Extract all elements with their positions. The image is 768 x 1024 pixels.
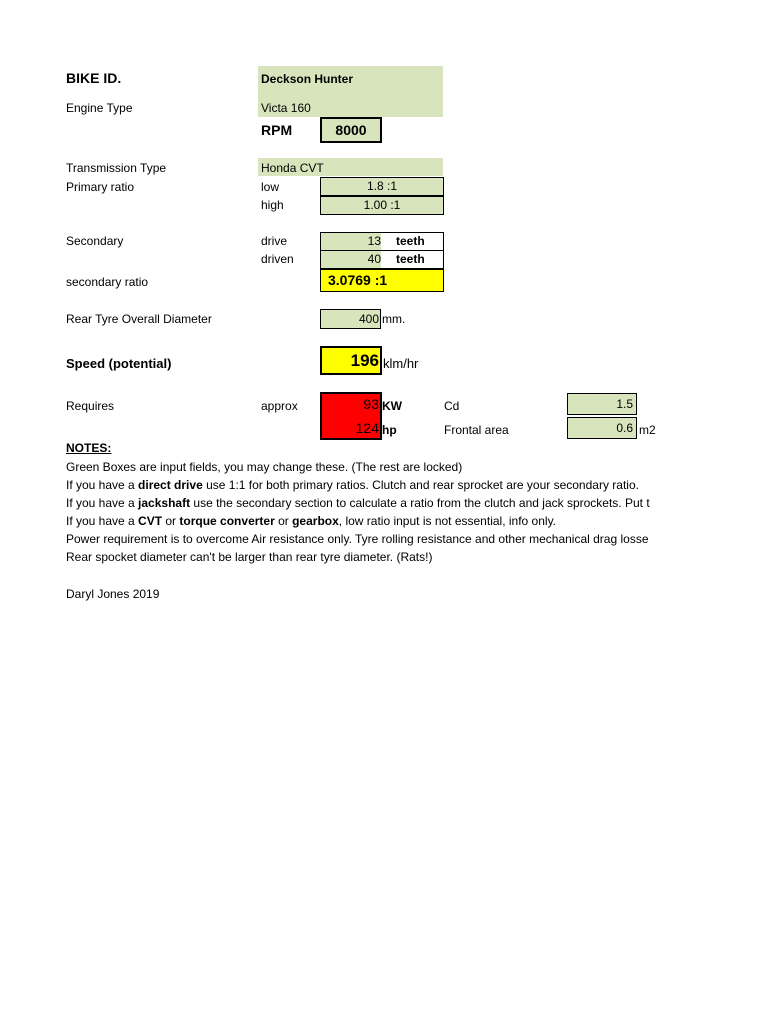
note-line-4-e: or (274, 514, 293, 528)
note-line-2 (66, 478, 639, 492)
primary-low-input[interactable]: 1.8 :1 (320, 177, 444, 196)
engine-type-label: Engine Type (66, 101, 133, 115)
frontal-area-input[interactable]: 0.6 (567, 417, 637, 439)
note-line-4-f: gearbox (292, 514, 339, 528)
note-line-4 (66, 514, 556, 528)
note-line-5: Power requirement is to overcome Air resistance only. Tyre rolling resistance and other mechanical drag losse (66, 532, 649, 546)
drive-teeth-unit: teeth (396, 234, 425, 248)
drive-teeth-input[interactable]: 13 (321, 233, 381, 250)
bike-id-label: BIKE ID. (66, 70, 122, 86)
primary-low-label: low (261, 180, 280, 194)
note-line-1: Green Boxes are input fields, you may change these. (The rest are locked) (66, 460, 463, 474)
note-line-2-a: If you have a (66, 478, 139, 492)
rpm-label: RPM (261, 122, 293, 138)
note-line-4-d: torque converter (179, 514, 275, 528)
drive-label: drive (261, 234, 288, 248)
driven-label: driven (261, 252, 294, 266)
approx-label: approx (261, 399, 298, 413)
speed-label: Speed (potential) (66, 356, 172, 371)
note-line-6: Rear spocket diameter can't be larger than rear tyre diameter. (Rats!) (66, 550, 433, 564)
power-kw-unit: KW (382, 399, 402, 413)
notes-heading: NOTES: (66, 441, 112, 455)
cd-label: Cd (444, 399, 460, 413)
transmission-type-value: Honda CVT (261, 161, 324, 175)
primary-ratio-label: Primary ratio (66, 180, 135, 194)
primary-high-label: high (261, 198, 284, 212)
driven-teeth-input[interactable]: 40 (321, 251, 381, 268)
secondary-ratio-value: 3.0769 :1 (320, 269, 444, 292)
rear-tyre-label: Rear Tyre Overall Diameter (66, 312, 212, 326)
secondary-ratio-label: secondary ratio (66, 275, 149, 289)
note-line-3-a: If you have a (66, 496, 139, 510)
speed-unit: klm/hr (383, 356, 419, 371)
note-line-3 (66, 496, 650, 510)
engine-type-value[interactable]: Victa 160 (261, 101, 311, 115)
primary-high-input[interactable]: 1.00 :1 (320, 196, 444, 215)
rear-tyre-input[interactable]: 400 (320, 309, 381, 329)
note-line-4-b: CVT (138, 514, 163, 528)
frontal-area-label: Frontal area (444, 423, 509, 437)
power-kw-value: 93 (363, 396, 379, 412)
transmission-type-label: Transmission Type (66, 161, 167, 175)
note-line-3-c: use the secondary section to calculate a ratio from the clutch and jack sprockets. Put t (190, 496, 650, 510)
bike-id-value: Deckson Hunter (261, 72, 354, 86)
cd-input[interactable]: 1.5 (567, 393, 637, 415)
note-line-3-b: jackshaft (138, 496, 191, 510)
note-line-4-c: or (162, 514, 180, 528)
rear-tyre-unit: mm. (382, 312, 406, 326)
requires-label: Requires (66, 399, 115, 413)
speed-value: 196 (320, 346, 382, 375)
note-line-2-b: direct drive (138, 478, 203, 492)
power-hp-value: 124 (355, 420, 379, 436)
driven-teeth-unit: teeth (396, 252, 425, 266)
secondary-label: Secondary (66, 234, 124, 248)
power-hp-unit: hp (382, 423, 397, 437)
author-credit: Daryl Jones 2019 (66, 587, 160, 601)
note-line-2-c: use 1:1 for both primary ratios. Clutch and rear sprocket are your secondary ratio. (202, 478, 639, 492)
note-line-4-a: If you have a (66, 514, 139, 528)
rpm-input[interactable]: 8000 (320, 117, 382, 143)
note-line-4-g: , low ratio input is not essential, info only. (338, 514, 557, 528)
frontal-area-unit: m2 (639, 423, 656, 437)
